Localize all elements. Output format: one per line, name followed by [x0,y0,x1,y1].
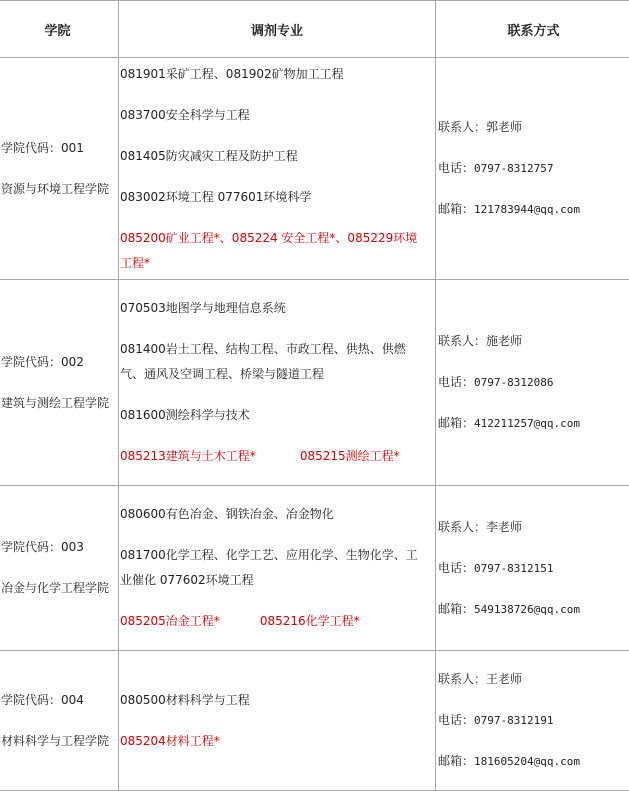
table-row [0,58,629,280]
major-cell [119,58,436,280]
email-label: 邮箱： [438,416,475,430]
major-cell [119,651,436,791]
school-cell [0,486,119,651]
contact-email [438,197,629,222]
email-label: 邮箱： [438,601,475,616]
major-item: 081600测绘科学与技术 [120,408,250,422]
table-header-row [0,1,629,58]
major-item: 081901采矿工程、081902矿物加工工程 [120,66,344,81]
major-item: 081400岩土工程、结构工程、市政工程、供热、供燃气、通风及空调工程、桥梁与隧道工程 [120,342,406,381]
professional-majors-line [120,609,429,634]
phone-number: 0797-8312151 [474,561,554,575]
contact-phone [438,156,629,181]
professional-majors-line [120,444,429,469]
major-item: 081700化学工程、化学工艺、应用化学、生物化学、工业催化 077602环境工程 [120,548,418,587]
school-cell [0,58,119,280]
professional-major-item: 085205冶金工程* [120,614,220,628]
major-item: 081405防灾减灾工程及防护工程 [120,148,298,163]
contact-phone [438,370,629,395]
school-name: 冶金与化学工程学院 [1,581,110,595]
contact-person: 联系人：王老师 [438,672,523,686]
phone-label: 电话： [438,713,475,727]
professional-major-item: 085204材料工程* [120,733,220,748]
contact-email [438,597,629,622]
table-row [0,280,629,486]
contact-cell [436,58,629,280]
email-label: 邮箱： [438,202,475,216]
header-contact: 联系方式 [436,1,629,58]
major-cell [119,486,436,651]
major-item: 080500材料科学与工程 [120,692,250,707]
major-item: 070503地图学与地理信息系统 [120,301,286,315]
school-name: 建筑与测绘工程学院 [1,395,110,410]
school-code: 学院代码：003 [1,540,84,554]
email-address[interactable]: 121783944@qq.com [474,203,580,216]
school-code: 学院代码：004 [1,692,84,707]
phone-number: 0797-8312086 [474,376,554,389]
phone-number: 0797-8312191 [474,714,554,727]
professional-major-item: 085216化学工程* [259,614,360,628]
phone-number: 0797-8312757 [474,162,554,175]
professional-major-item: 085200矿业工程*、085224 安全工程*、085229环境工程* [120,230,418,270]
contact-cell [436,651,629,791]
phone-label: 电话： [438,560,475,575]
contact-email [438,411,629,436]
header-major: 调剂专业 [119,1,436,58]
phone-label: 电话： [438,375,475,389]
contact-person: 联系人：李老师 [438,519,523,534]
email-address[interactable]: 412211257@qq.com [474,417,580,430]
table-row [0,651,629,791]
header-school: 学院 [0,1,119,58]
major-item: 080600有色冶金、钢铁冶金、冶金物化 [120,507,334,521]
contact-cell [436,280,629,486]
email-label: 邮箱： [438,754,475,768]
contact-person: 联系人：施老师 [438,334,523,348]
major-item: 083700安全科学与工程 [120,107,250,122]
contact-phone [438,556,629,581]
major-item: 083002环境工程 077601环境科学 [120,189,312,204]
email-address[interactable]: 181605204@qq.com [474,755,580,768]
contact-phone [438,708,629,733]
email-address[interactable]: 549138726@qq.com [474,602,580,616]
contact-cell [436,486,629,651]
major-cell [119,280,436,486]
school-cell [0,651,119,791]
contact-person: 联系人：郭老师 [438,120,523,134]
professional-major-item: 085213建筑与土木工程* [120,449,256,463]
professional-major-item: 085215测绘工程* [299,449,400,463]
school-name: 资源与环境工程学院 [1,181,110,196]
school-name: 材料科学与工程学院 [1,733,110,748]
school-code: 学院代码：001 [1,140,84,155]
school-code: 学院代码：002 [1,354,84,369]
school-cell [0,280,119,486]
phone-label: 电话： [438,161,475,175]
contact-email [438,749,629,774]
table-row [0,486,629,651]
